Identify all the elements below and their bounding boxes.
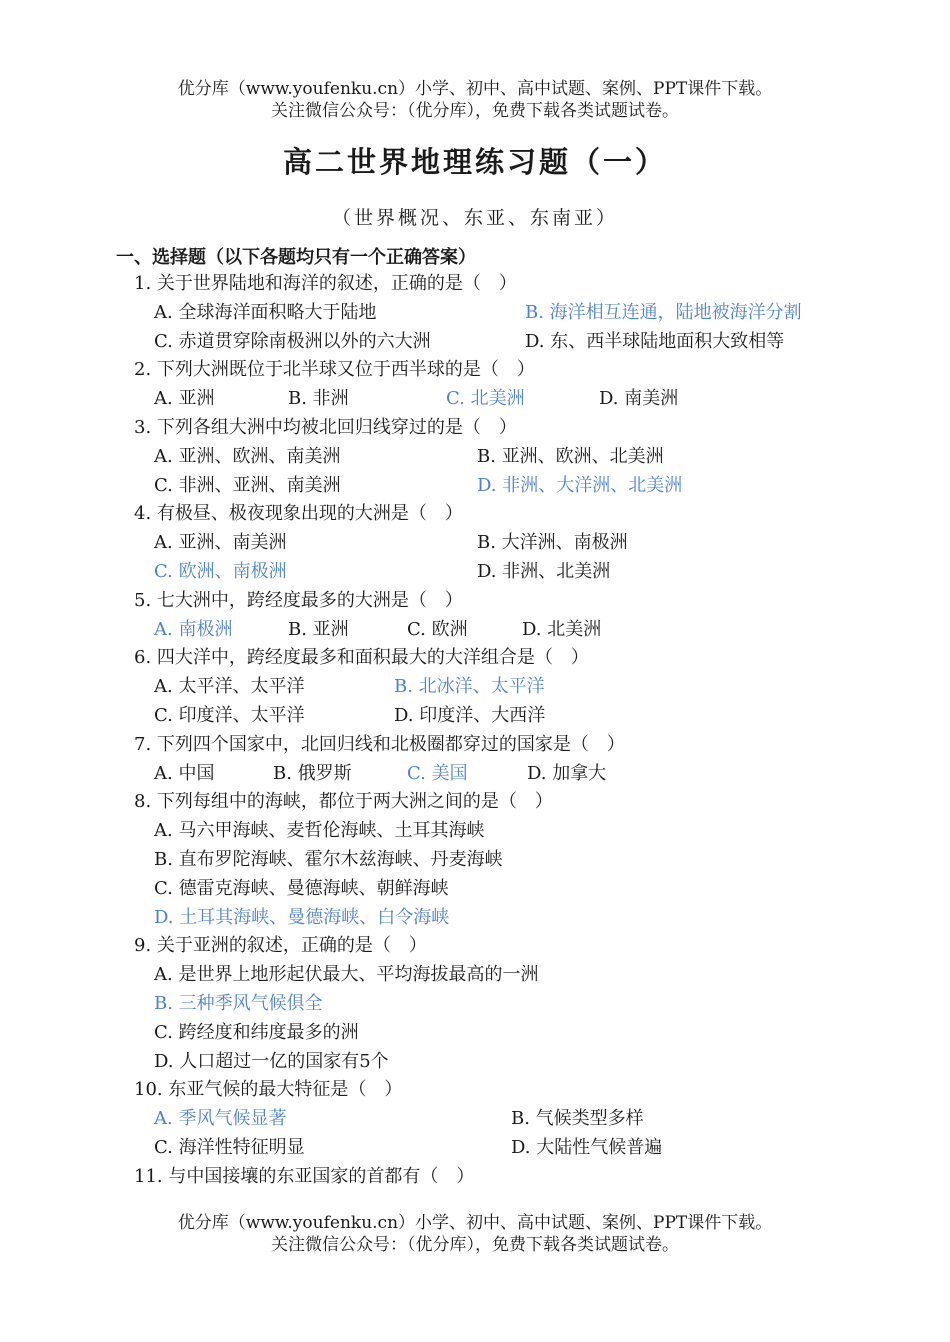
question-10-option-a: A. 季风气候显著 (154, 1108, 287, 1130)
question-6-option-a: A. 太平洋、太平洋 (154, 676, 305, 698)
question-2-option-a: A. 亚洲 (154, 388, 215, 410)
question-7-option-c: C. 美国 (407, 762, 468, 784)
question-5-option-c: C. 欧洲 (407, 618, 468, 640)
header-line-1: 优分库（www.youfenku.cn）小学、初中、高中试题、案例、PPT课件下载。 (177, 79, 773, 99)
question-3-stem: 3. 下列各组大洲中均被北回归线穿过的是（ ） (134, 417, 517, 438)
question-1-option-b: B. 海洋相互连通，陆地被海洋分割 (525, 301, 802, 323)
question-11-stem: 11. 与中国接壤的东亚国家的首都有（ ） (134, 1165, 475, 1187)
footer-line-1: 优分库（www.youfenku.cn）小学、初中、高中试题、案例、PPT课件下载。 (177, 1213, 773, 1233)
question-6-option-c: C. 印度洋、太平洋 (154, 705, 305, 726)
question-8-option-d: D. 土耳其海峡、曼德海峡、白令海峡 (154, 906, 450, 928)
question-9-option-c: C. 跨经度和纬度最多的洲 (154, 1021, 359, 1043)
section-heading: 一、选择题（以下各题均只有一个正确答案） (116, 247, 476, 268)
question-3-option-d: D. 非洲、大洋洲、北美洲 (477, 474, 683, 496)
question-10-option-d: D. 大陆性气候普遍 (511, 1137, 663, 1158)
question-9-stem: 9. 关于亚洲的叙述，正确的是（ ） (134, 935, 427, 957)
question-8-stem: 8. 下列每组中的海峡，都位于两大洲之间的是（ ） (134, 791, 553, 813)
question-1-option-d: D. 东、西半球陆地面积大致相等 (525, 330, 785, 352)
question-5-option-d: D. 北美洲 (522, 618, 602, 640)
question-10-option-b: B. 气候类型多样 (511, 1108, 644, 1130)
question-9-option-d: D. 人口超过一亿的国家有5个 (154, 1050, 389, 1072)
question-3-option-a: A. 亚洲、欧洲、南美洲 (154, 445, 341, 467)
question-4-option-d: D. 非洲、北美洲 (477, 561, 611, 582)
question-4-option-c: C. 欧洲、南极洲 (154, 561, 287, 582)
question-5-option-a: A. 南极洲 (154, 618, 233, 640)
question-6-option-d: D. 印度洋、大西洋 (394, 705, 546, 726)
question-7-option-a: A. 中国 (154, 762, 215, 784)
question-4-option-b: B. 大洋洲、南极洲 (477, 532, 628, 554)
header-line-2: 关注微信公众号：（优分库），免费下载各类试题试卷。 (271, 101, 679, 121)
question-1-option-a: A. 全球海洋面积略大于陆地 (154, 301, 377, 323)
footer-line-2: 关注微信公众号：（优分库），免费下载各类试题试卷。 (271, 1235, 679, 1255)
page-subtitle: （世界概况、东亚、东南亚） (331, 207, 618, 229)
question-7-option-d: D. 加拿大 (527, 762, 607, 784)
question-6-option-b: B. 北冰洋、太平洋 (394, 676, 545, 698)
question-7-stem: 7. 下列四个国家中，北回归线和北极圈都穿过的国家是（ ） (134, 733, 625, 755)
question-5-stem: 5. 七大洲中，跨经度最多的大洲是（ ） (134, 589, 463, 611)
question-4-option-a: A. 亚洲、南美洲 (154, 532, 287, 554)
question-6-stem: 6. 四大洋中，跨经度最多和面积最大的大洋组合是（ ） (134, 647, 589, 669)
question-8-option-b: B. 直布罗陀海峡、霍尔木兹海峡、丹麦海峡 (154, 849, 503, 870)
page-title: 高二世界地理练习题（一） (282, 145, 667, 179)
question-2-option-c: C. 北美洲 (446, 388, 525, 410)
question-8-option-c: C. 德雷克海峡、曼德海峡、朝鲜海峡 (154, 877, 449, 899)
question-2-option-d: D. 南美洲 (599, 388, 679, 410)
question-9-option-a: A. 是世界上地形起伏最大、平均海拔最高的一洲 (154, 964, 539, 986)
question-1-stem: 1. 关于世界陆地和海洋的叙述，正确的是（ ） (134, 273, 517, 294)
question-2-option-b: B. 非洲 (288, 388, 349, 410)
question-2-stem: 2. 下列大洲既位于北半球又位于西半球的是（ ） (134, 359, 535, 381)
question-3-option-b: B. 亚洲、欧洲、北美洲 (477, 445, 664, 467)
question-7-option-b: B. 俄罗斯 (273, 762, 352, 784)
question-5-option-b: B. 亚洲 (288, 618, 349, 640)
question-10-stem: 10. 东亚气候的最大特征是（ ） (134, 1079, 403, 1101)
question-9-option-b: B. 三种季风气候俱全 (154, 993, 323, 1014)
question-4-stem: 4. 有极昼、极夜现象出现的大洲是（ ） (134, 503, 463, 525)
question-1-option-c: C. 赤道贯穿除南极洲以外的六大洲 (154, 330, 431, 352)
question-8-option-a: A. 马六甲海峡、麦哲伦海峡、土耳其海峡 (154, 820, 485, 842)
question-10-option-c: C. 海洋性特征明显 (154, 1137, 305, 1158)
question-3-option-c: C. 非洲、亚洲、南美洲 (154, 474, 341, 496)
